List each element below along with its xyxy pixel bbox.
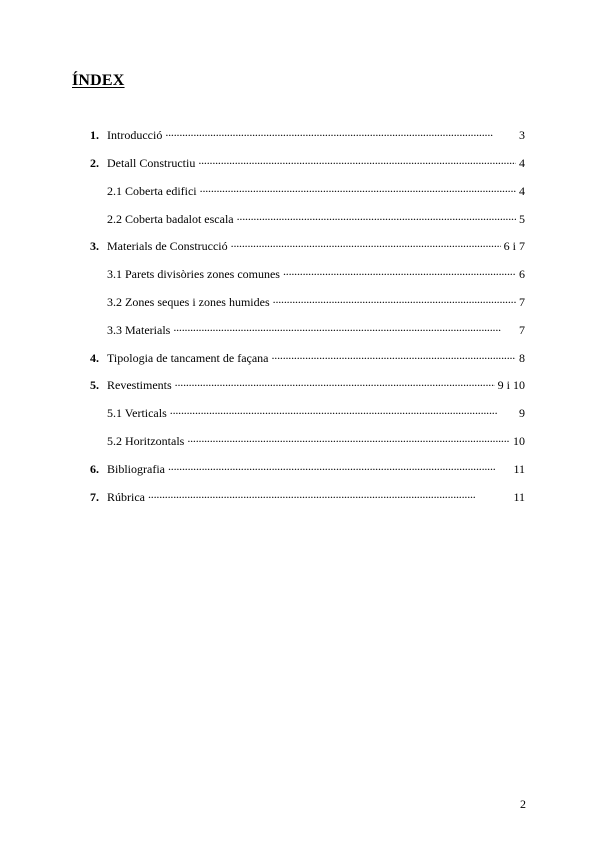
toc-entry-page: 6 i 7 (503, 239, 525, 253)
toc-entry-page: 7 (519, 295, 525, 309)
toc-entry-label: Materials de Construcció (107, 239, 228, 253)
toc-entry-number: 5. (90, 378, 99, 392)
toc-entry-number: 6. (90, 462, 99, 476)
toc-entry[interactable] (107, 209, 525, 226)
toc-dot-leader (272, 348, 517, 362)
toc-entry-page: 4 (519, 184, 525, 198)
toc-entry-number: 3. (90, 239, 99, 253)
toc-entry-label: 5.2 Horitzontals (107, 434, 185, 448)
toc-entry[interactable] (90, 153, 525, 170)
toc-entry[interactable] (107, 292, 525, 309)
toc-entry-page: 9 (519, 406, 525, 420)
toc-entry-label: 3.1 Parets divisòries zones comunes (107, 267, 280, 281)
toc-dot-leader (148, 487, 510, 501)
toc-entry-label: 2.2 Coberta badalot escala (107, 212, 234, 226)
toc-entry-page: 7 (519, 323, 525, 337)
toc-entry-page: 9 i 10 (497, 378, 525, 392)
toc-dot-leader (231, 236, 501, 250)
toc-entry-page: 5 (519, 212, 525, 226)
toc-dot-leader (165, 125, 516, 139)
toc-entry[interactable] (90, 459, 525, 476)
toc-entry[interactable] (90, 125, 525, 142)
toc-entry[interactable] (107, 264, 525, 281)
toc-entry[interactable] (107, 181, 525, 198)
toc-entry-label: 3.3 Materials (107, 323, 171, 337)
toc-entry[interactable] (90, 375, 525, 392)
toc-entry-label: Revestiments (107, 378, 172, 392)
page-number: 2 (520, 797, 526, 811)
toc-dot-leader (200, 181, 516, 195)
toc-entry[interactable] (107, 403, 525, 420)
toc-entry-label: Tipologia de tancament de façana (107, 351, 269, 365)
toc-entry-label: Detall Constructiu (107, 156, 196, 170)
toc-entry-page: 4 (519, 156, 525, 170)
toc-dot-leader (283, 264, 516, 278)
toc-entry-number: 4. (90, 351, 99, 365)
toc-entry[interactable] (90, 348, 525, 365)
toc-entry-page: 11 (513, 490, 525, 504)
toc-entry-label: 5.1 Verticals (107, 406, 167, 420)
toc-entry-label: 2.1 Coberta edifici (107, 184, 197, 198)
toc-entry[interactable] (107, 320, 525, 337)
toc-dot-leader (170, 403, 516, 417)
toc-entry-number: 2. (90, 156, 99, 170)
toc-dot-leader (168, 459, 510, 473)
toc-entry-label: Introducció (107, 128, 163, 142)
toc-dot-leader (198, 153, 516, 167)
toc-entry[interactable] (107, 431, 525, 448)
toc-entry-number: 7. (90, 490, 99, 504)
toc-entry-page: 8 (519, 351, 525, 365)
toc-entry-page: 10 (513, 434, 525, 448)
toc-entry[interactable] (90, 487, 525, 504)
toc-dot-leader (187, 431, 510, 445)
toc-dot-leader (273, 292, 516, 306)
toc-entry-page: 6 (519, 267, 525, 281)
toc-entry-label: Rúbrica (107, 490, 145, 504)
toc-entry[interactable] (90, 236, 525, 253)
toc-entry-page: 11 (513, 462, 525, 476)
toc-entry-label: Bibliografia (107, 462, 165, 476)
page-title: ÍNDEX (72, 72, 125, 89)
toc-entry-page: 3 (519, 128, 525, 142)
toc-dot-leader (237, 209, 516, 223)
toc-entry-number: 1. (90, 128, 99, 142)
toc-dot-leader (173, 320, 516, 334)
toc-dot-leader (175, 375, 495, 389)
toc-entry-label: 3.2 Zones seques i zones humides (107, 295, 270, 309)
